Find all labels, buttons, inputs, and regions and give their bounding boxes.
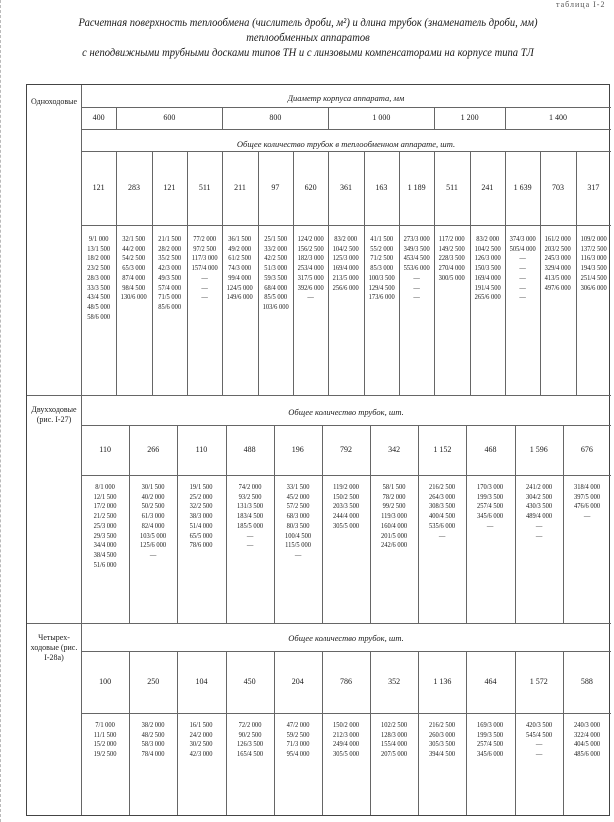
tube-count: 792 [339, 445, 352, 454]
diameter-header: Диаметр корпуса аппарата, мм [287, 93, 405, 103]
data-column: 216/2 500 260/3 000 305/3 500 394/4 500 [429, 721, 456, 759]
data-column: 119/2 000 150/2 500 203/3 500 244/4 000 305/5 000 [332, 483, 360, 530]
data-column: 77/2 000 97/2 500 117/3 000 157/4 000 — — — [191, 235, 218, 302]
counts-row-bottom-3 [81, 713, 611, 714]
tube-count: 110 [195, 445, 208, 454]
tube-count: 97 [271, 183, 280, 192]
data-column: 19/1 500 25/2 000 32/2 500 38/3 000 51/4 000 65/5 000 78/6 000 [190, 483, 213, 550]
tube-count: 1 189 [407, 183, 426, 192]
tube-count: 211 [234, 183, 246, 192]
column-separator [129, 651, 130, 815]
data-column: 72/2 000 90/2 500 126/3 500 165/4 500 [236, 721, 263, 759]
corner-label: таблица I-2 [556, 0, 606, 9]
data-column: 47/2 000 59/2 500 71/3 000 95/4 000 [286, 721, 310, 759]
data-column: 9/1 000 13/1 500 18/2 000 23/2 500 28/3 000 33/3 500 43/4 500 48/5 000 58/6 000 [87, 235, 111, 321]
data-column: 21/1 500 28/2 000 35/2 500 42/3 000 49/3 500 57/4 000 71/5 000 85/6 000 [157, 235, 181, 311]
data-column: 83/2 000 104/2 500 125/3 000 169/4 000 213/5 000 256/6 000 [332, 235, 360, 292]
diameter-separator [328, 107, 329, 129]
diameter-value: 1 200 [460, 113, 479, 122]
tube-count: 703 [551, 183, 564, 192]
column-separator [370, 651, 371, 815]
tube-count: 342 [388, 445, 401, 454]
tube-count: 676 [580, 445, 593, 454]
data-column: 374/3 000 505/4 000 — — — — — [509, 235, 536, 302]
tube-count: 352 [388, 677, 401, 686]
data-column: 318/4 000 397/5 000 476/6 000 — [573, 483, 600, 521]
diameter-separator [222, 107, 223, 129]
title-line-1: Расчетная поверхность теплообмена (числитель дроби, м²) и длина трубок (знаменатель дроби, мм) теплообменных аппаратов [78, 17, 538, 44]
tube-count: 104 [195, 677, 208, 686]
data-table [26, 84, 610, 816]
data-column: 32/1 500 44/2 000 54/2 500 65/3 000 87/4 000 98/4 500 130/6 000 [120, 235, 148, 302]
data-column: 170/3 000 199/3 500 257/4 500 345/6 000 — [477, 483, 504, 530]
tubes-header-2: Общее количество трубок, шт. [288, 407, 404, 417]
tubes-header-line-1 [81, 151, 611, 152]
tube-count: 317 [587, 183, 600, 192]
tube-count: 100 [99, 677, 112, 686]
data-column: 161/2 000 203/2 500 245/3 000 329/4 000 413/5 000 497/6 000 [544, 235, 572, 292]
counts-row-bottom-2 [81, 475, 611, 476]
tube-count: 266 [147, 445, 160, 454]
diameter-row-bottom [81, 129, 611, 130]
tube-count: 110 [99, 445, 111, 454]
tube-count: 196 [291, 445, 304, 454]
data-column: 150/2 000 212/3 000 249/4 000 305/5 000 [332, 721, 360, 759]
tube-count: 241 [481, 183, 494, 192]
diameter-separator [434, 107, 435, 129]
section-divider-2 [27, 395, 611, 396]
data-column: 240/3 000 322/4 000 404/5 000 485/6 000 [573, 721, 600, 759]
column-separator [226, 651, 227, 815]
data-column: 8/1 000 12/1 500 17/2 000 21/2 500 25/3 000 29/3 500 34/4 000 38/4 500 51/6 000 [93, 483, 117, 569]
tube-count: 1 152 [433, 445, 452, 454]
column-separator [177, 651, 178, 815]
tube-count: 121 [92, 183, 105, 192]
column-separator [418, 651, 419, 815]
tube-count: 1 596 [529, 445, 548, 454]
tube-count: 361 [339, 183, 352, 192]
diameter-value: 1 400 [549, 113, 567, 122]
tubes-header-line-3 [81, 651, 611, 652]
tubes-header-1: Общее количество трубок в теплообменном аппарате, шт. [236, 139, 456, 149]
data-column: 38/2 000 48/2 500 58/3 000 78/4 000 [141, 721, 165, 759]
column-separator [466, 651, 467, 815]
section-label-single-pass: Одноходовые [30, 97, 78, 106]
data-column: 124/2 000 156/2 500 182/3 000 253/4 000 317/5 000 392/6 000 — [297, 235, 324, 302]
section-label-two-pass: Двухходовые (рис. I-27) [31, 405, 77, 424]
title-line-2: с неподвижными трубными досками типов ТН и с линзовыми компенсаторами на корпусе типа ТЛ [82, 47, 534, 59]
data-column: 83/2 000 104/2 500 126/3 000 150/3 500 169/4 000 191/4 500 265/6 000 [474, 235, 501, 302]
data-column: 33/1 500 45/2 000 57/2 500 68/3 000 80/3 500 100/4 500 115/5 000 — [284, 483, 311, 559]
data-column: 420/3 500 545/4 500 — — [525, 721, 552, 759]
tube-count: 464 [484, 677, 497, 686]
tube-count: 450 [243, 677, 256, 686]
section-divider-3 [27, 623, 611, 624]
column-separator [515, 651, 516, 815]
tube-count: 283 [127, 183, 140, 192]
column-separator [322, 651, 323, 815]
data-column: 36/1 500 49/2 000 61/2 500 74/3 000 99/4 000 124/5 000 149/6 000 [226, 235, 254, 302]
tube-count: 468 [484, 445, 497, 454]
tubes-header-line-2 [81, 425, 611, 426]
diameter-separator [116, 107, 117, 129]
data-column: 58/1 500 78/2 000 99/2 500 119/3 000 160/4 000 201/5 000 242/6 000 [381, 483, 408, 550]
data-column: 241/2 000 304/2 500 430/3 500 489/4 000 — — [525, 483, 552, 540]
data-column: 169/3 000 199/3 500 257/4 500 345/6 000 [477, 721, 504, 759]
tube-count: 121 [163, 183, 176, 192]
tube-count: 1 639 [513, 183, 532, 192]
diameter-value: 1 000 [372, 113, 391, 122]
data-column: 7/1 000 11/1 500 15/2 000 19/2 500 [93, 721, 117, 759]
data-column: 109/2 000 137/2 500 116/3 000 194/3 500 251/4 500 306/6 000 [580, 235, 607, 292]
diameter-value: 400 [92, 113, 105, 122]
diameter-value: 600 [163, 113, 176, 122]
tube-count: 204 [291, 677, 304, 686]
diameter-separator [505, 107, 506, 129]
tubes-header-3: Общее количество трубок, шт. [288, 633, 404, 643]
tube-count: 511 [446, 183, 458, 192]
tube-count: 620 [304, 183, 317, 192]
counts-row-bottom-1 [81, 225, 611, 226]
section-label-four-pass: Четырех-ходовые (рис. I-28а) [30, 633, 78, 662]
tube-count: 163 [375, 183, 388, 192]
data-column: 30/1 500 40/2 000 50/2 500 61/3 000 82/4 000 103/5 000 125/6 000 — [140, 483, 167, 559]
data-column: 273/3 000 349/3 500 453/4 500 553/6 000 — — — [403, 235, 430, 302]
tube-count: 488 [243, 445, 256, 454]
tube-count: 588 [580, 677, 593, 686]
data-column: 216/2 500 264/3 000 308/3 500 400/4 500 535/6 000 — [429, 483, 456, 540]
tube-count: 511 [198, 183, 211, 192]
tube-count: 1 136 [433, 677, 452, 686]
data-column: 74/2 000 93/2 500 131/3 500 183/4 500 185/5 000 — — [236, 483, 263, 550]
diameter-value: 800 [269, 113, 282, 122]
column-separator [563, 651, 564, 815]
page-border-left [0, 0, 2, 822]
tube-count: 1 572 [529, 677, 548, 686]
data-column: 117/2 000 149/2 500 228/3 500 270/4 000 300/5 000 [438, 235, 466, 282]
column-separator [274, 651, 275, 815]
data-column: 25/1 500 33/2 000 42/2 500 51/3 000 59/3 500 68/4 000 85/5 000 103/6 000 [262, 235, 289, 311]
tube-count: 250 [147, 677, 160, 686]
data-column: 41/1 500 55/2 000 71/2 500 85/3 000 100/3 500 129/4 500 173/6 000 [368, 235, 395, 302]
diameter-header-line [81, 107, 611, 108]
data-column: 102/2 500 128/3 000 155/4 000 207/5 000 [381, 721, 408, 759]
table-title [52, 16, 564, 61]
tube-count: 786 [339, 677, 352, 686]
data-column: 16/1 500 24/2 000 30/2 500 42/3 000 [190, 721, 213, 759]
